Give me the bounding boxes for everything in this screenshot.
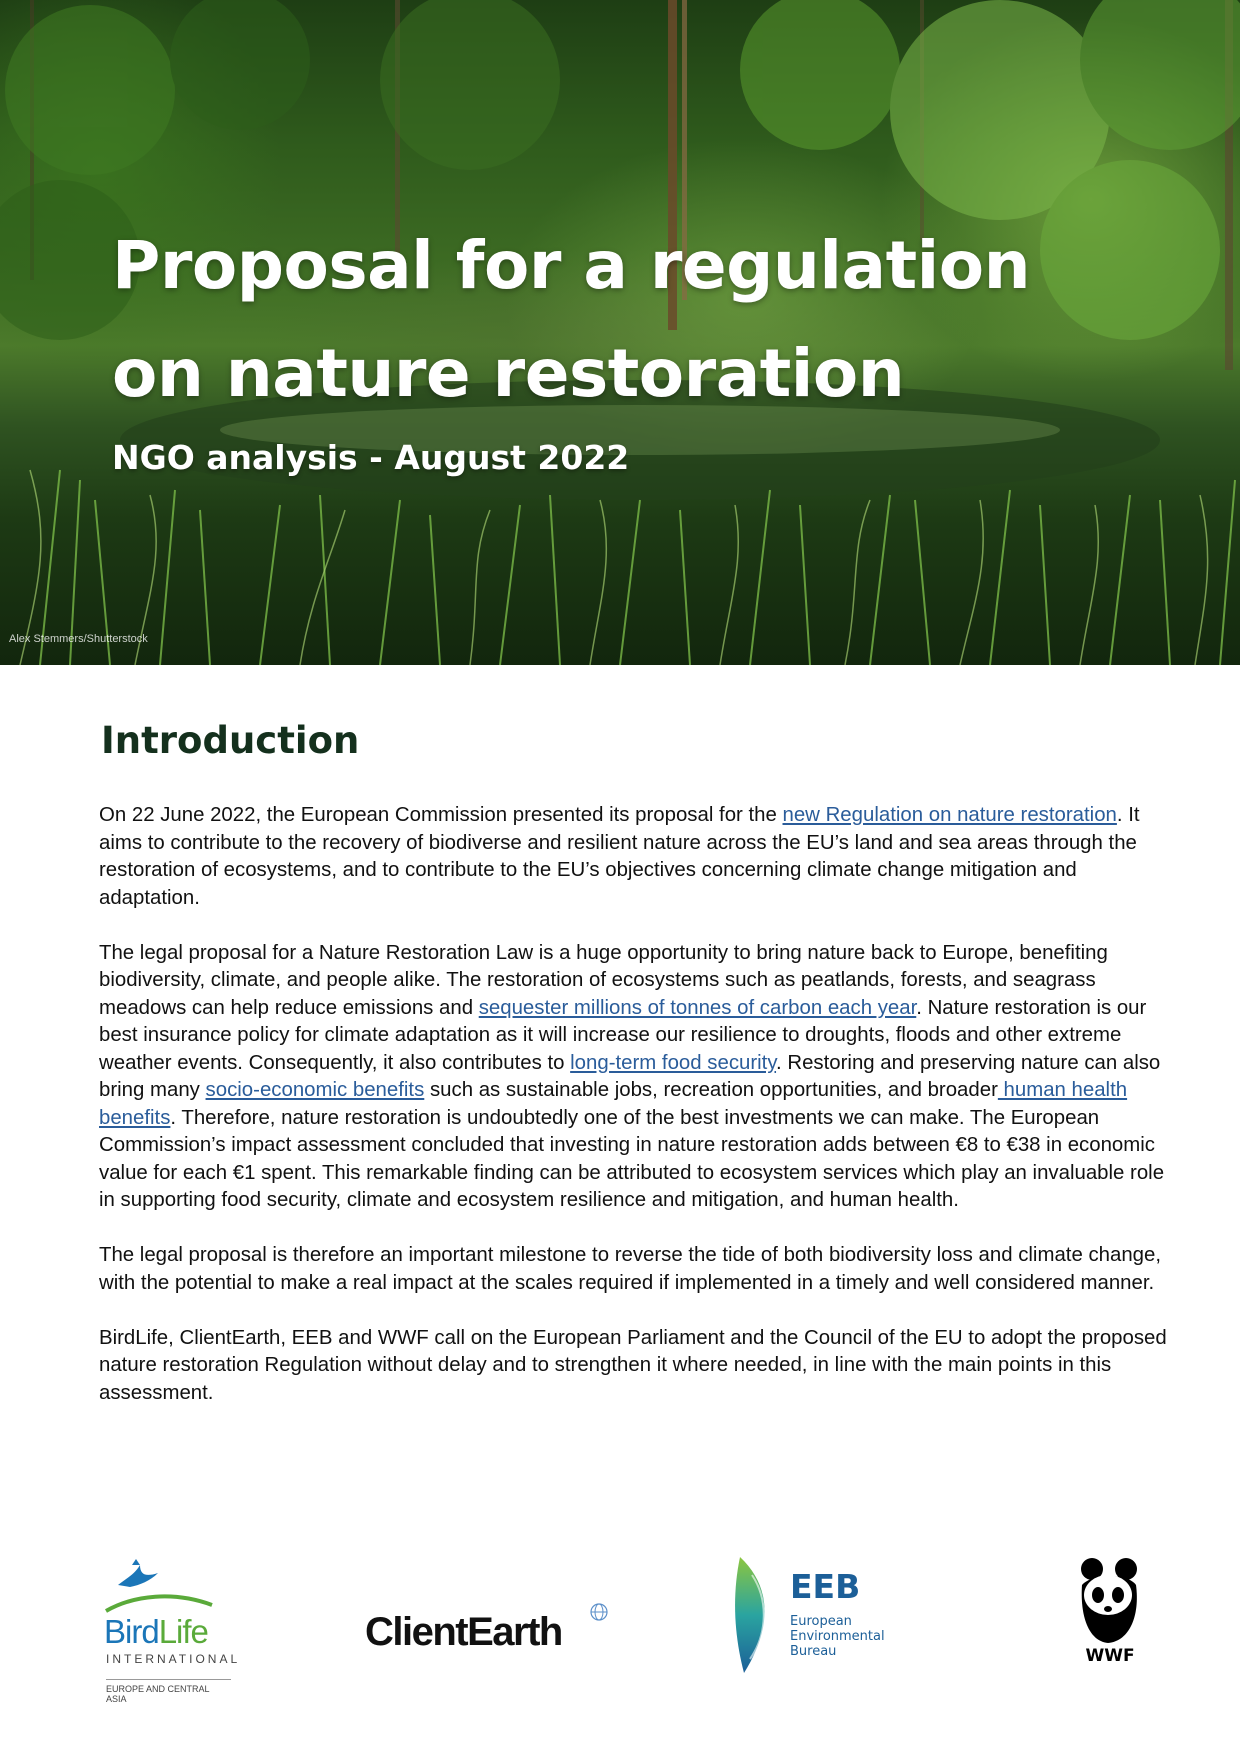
p2-text-1: The legal proposal for a Nature Restoration Law is a huge opportunity to bring nature back to Europe, benefiting biodiversity, climate, and people alike. The restoration of ecosystems such as peatlands, forests, and seagrass meadows can help reduce emissions and xyxy=(99,941,1108,1019)
link-human-health-benefits[interactable]: human health benefits xyxy=(99,1079,1128,1129)
title-line-1: Proposal for a regulation xyxy=(112,227,1031,304)
p2-text-5: . Therefore, nature restoration is undoubtedly one of the best investments we can make. The European Commission’s impact assessment concluded that investing in nature restoration adds between €8 to €38 in economic value for each €1 spent. This remarkable finding can be attributed to ecosystem services which play an invaluable role in supporting food security, climate and ecosystem resilience and mitigation, and human health. xyxy=(99,1106,1165,1211)
paragraph-2 xyxy=(99,940,1169,1215)
hero-banner xyxy=(0,0,1240,665)
introduction-body xyxy=(99,802,1169,1435)
p2-text-4: such as sustainable jobs, recreation opportunities, and broader xyxy=(424,1079,998,1101)
p1-text-after: . It aims to contribute to the recovery of biodiverse and resilient nature across the EU’s land and sea areas through the restoration of ecosystems, and to contribute to the EU’s objectives concerning climate change mitigation and adaptation. xyxy=(99,804,1140,909)
globe-icon xyxy=(589,1602,609,1622)
birdlife-wordmark: BirdLife xyxy=(104,1613,208,1650)
paragraph-3: The legal proposal is therefore an important milestone to reverse the tide of both biodiversity loss and climate change, with the potential to make a real impact at the scales required if implemented in a timely and well considered manner. xyxy=(99,1244,1162,1294)
link-sequester-carbon[interactable]: sequester millions of tonnes of carbon each year xyxy=(478,996,917,1019)
panda-icon xyxy=(1070,1555,1150,1665)
section-heading-introduction: Introduction xyxy=(101,719,360,762)
wwf-logo xyxy=(1070,1555,1150,1665)
paragraph-4: BirdLife, ClientEarth, EEB and WWF call on the European Parliament and the Council of the EU to adopt the proposed nature restoration Regulation without delay and to strengthen it where needed, in line with the main points in this assessment. xyxy=(99,1326,1167,1404)
link-socio-economic-benefits[interactable]: socio-economic benefits xyxy=(205,1079,425,1101)
p1-text-before: On 22 June 2022, the European Commission presented its proposal for the xyxy=(99,804,783,826)
leaf-icon xyxy=(730,1555,780,1675)
eeb-logo xyxy=(730,1555,910,1675)
p2-text-3: . Restoring and preserving nature can also bring many xyxy=(99,1051,1161,1101)
title-line-2: on nature restoration xyxy=(112,335,905,412)
partner-logos xyxy=(0,1540,1240,1704)
clientearth-logo xyxy=(365,1610,562,1655)
page-title xyxy=(112,212,1030,428)
wwf-wordmark: WWF xyxy=(1085,1646,1135,1665)
subtitle: NGO analysis - August 2022 xyxy=(112,438,630,477)
eeb-line-3: Bureau xyxy=(790,1644,837,1659)
eeb-line-2: Environmental xyxy=(790,1629,885,1644)
paragraph-1 xyxy=(99,802,1169,912)
eeb-line-1: European xyxy=(790,1614,852,1629)
birdlife-region: EUROPE AND CENTRAL ASIA xyxy=(106,1679,231,1704)
link-new-regulation[interactable]: new Regulation on nature restoration xyxy=(782,804,1117,826)
link-food-security[interactable]: long-term food security xyxy=(570,1051,777,1074)
clientearth-wordmark: ClientEarth xyxy=(365,1610,562,1654)
swoosh-icon xyxy=(104,1591,214,1615)
eeb-abbr: EEB xyxy=(790,1567,861,1606)
birdlife-logo xyxy=(102,1555,242,1704)
photo-credit: Alex Stemmers/Shutterstock xyxy=(9,633,148,645)
bird-icon xyxy=(110,1555,170,1595)
p2-text-2: . Nature restoration is our best insurance policy for climate adaptation as it will increase our resilience to droughts, floods and other extreme weather events. Consequently, it also contributes to xyxy=(99,996,1147,1074)
birdlife-international: INTERNATIONAL xyxy=(106,1652,241,1666)
